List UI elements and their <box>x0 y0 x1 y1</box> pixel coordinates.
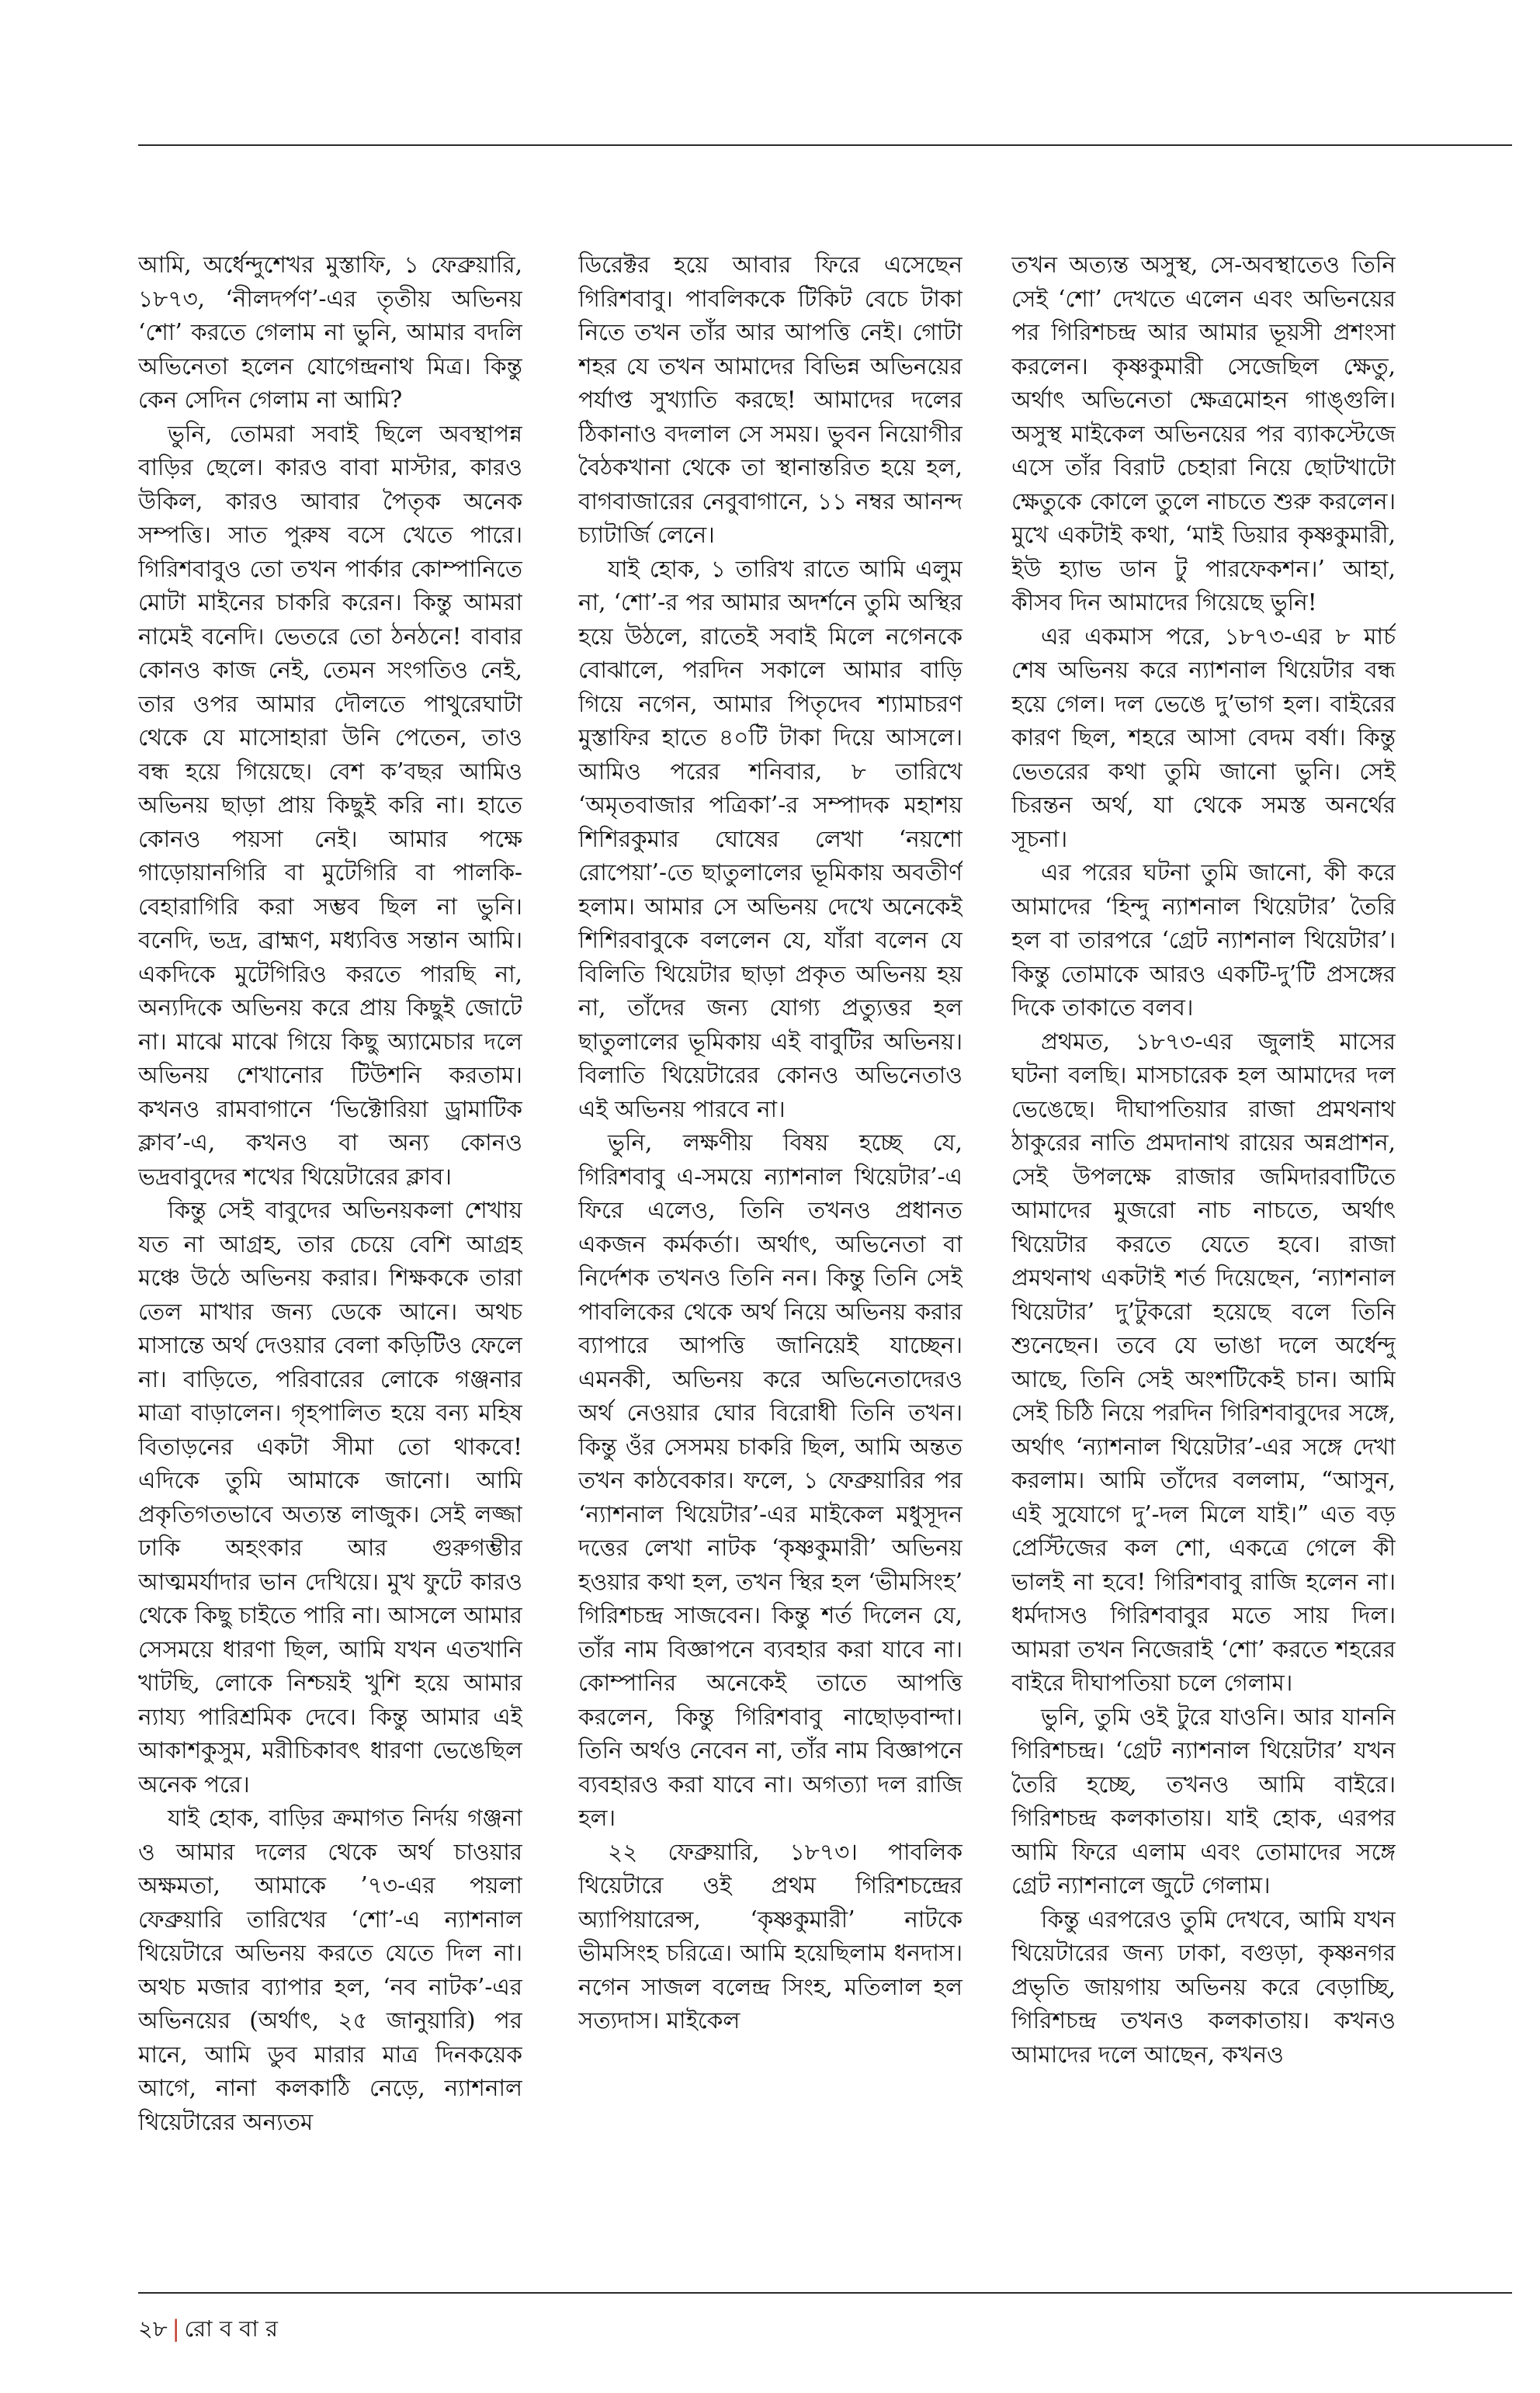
text-column-1 <box>138 248 522 2282</box>
text-column-3 <box>1011 248 1396 2282</box>
text-column-2 <box>578 248 962 2282</box>
paragraph: যাই হোক, বাড়ির ক্রমাগত নির্দয় গঞ্জনা ও আমার দলের থেকে অর্থ চাওয়ার অক্ষমতা, আমাকে ’৭৩-এর পয়লা ফেব্রুয়ারি তারিখের ‘শো’-এ ন্যাশনাল থিয়েটারে অভিনয় করতে যেতে দিল না। অথচ মজার ব্যাপার হল, ‘নব নাটক’-এর অভিনয়ের (অর্থাৎ, ২৫ জানুয়ারি) পর মানে, আমি ডুব মারার মাত্র দিনকয়েক আগে, নানা কলকাঠি নেড়ে, ন্যাশনাল থিয়েটারের অন্যতম <box>138 1805 522 2135</box>
top-rule <box>138 144 1512 146</box>
paragraph: ২২ ফেব্রুয়ারি, ১৮৭৩। পাবলিক থিয়েটারে ওই প্রথম গিরিশচন্দ্রের অ্যাপিয়ারেন্স, ‘কৃষ্ণকুমারী’ নাটকে ভীমসিংহ চরিত্রে। আমি হয়েছিলাম ধনদাস। নগেন সাজল বলেন্দ্র সিংহ, মতিলাল হল সত্যদাস। মাইকেল <box>578 1838 962 2034</box>
magazine-name: রো ব বা র <box>184 2315 278 2342</box>
paragraph: ভুনি, তোমরা সবাই ছিলে অবস্থাপন্ন বাড়ির ছেলে। কারও বাবা মাস্টার, কারও উকিল, কারও আবার পৈতৃক অনেক সম্পত্তি। সাত পুরুষ বসে খেতে পারে। গিরিশবাবুও তো তখন পার্কার কোম্পানিতে মোটা মাইনের চাকরি করেন। কিন্তু আমরা নামেই বনেদি। ভেতরে তো ঠনঠনে! বাবার কোনও কাজ নেই, তেমন সংগতিও নেই, তার ওপর আমার দৌলতে পাথুরেঘাটা থেকে যে মাসোহারা উনি পেতেন, তাও বন্ধ হয়ে গিয়েছে। বেশ ক’বছর আমিও অভিনয় ছাড়া প্রায় কিছুই করি না। হাতে কোনও পয়সা নেই। আমার পক্ষে গাড়োয়ানগিরি বা মুটেগিরি বা পালকি-বেহারাগিরি করা সম্ভব ছিল না ভুনি। বনেদি, ভদ্র, ব্রাহ্মণ, মধ্যবিত্ত সন্তান আমি। একদিকে মুটেগিরিও করতে পারছি না, অন্যদিকে অভিনয় করে প্রায় কিছুই জোটে না। মাঝে মাঝে গিয়ে কিছু অ্যামেচার দলে অভিনয় শেখানোর টিউশনি করতাম। কখনও রামবাগানে ‘ভিক্টোরিয়া ড্রামাটিক ক্লাব’-এ, কখনও বা অন্য কোনও ভদ্রবাবুদের শখের থিয়েটারের ক্লাব। <box>138 420 522 1190</box>
page-footer <box>138 2313 278 2344</box>
paragraph: কিন্তু এরপরেও তুমি দেখবে, আমি যখন থিয়েটারের জন্য ঢাকা, বগুড়া, কৃষ্ণনগর প্রভৃতি জায়গায় অভিনয় করে বেড়াচ্ছি, গিরিশচন্দ্র তখনও কলকাতায়। কখনও আমাদের দলে আছেন, কখনও <box>1011 1906 1396 2068</box>
footer-separator: | <box>172 2315 180 2342</box>
paragraph: ডিরেক্টর হয়ে আবার ফিরে এসেছেন গিরিশবাবু। পাবলিককে টিকিট বেচে টাকা নিতে তখন তাঁর আর আপত্তি নেই। গোটা শহর যে তখন আমাদের বিভিন্ন অভিনয়ের পর্যাপ্ত সুখ্যাতি করছে! আমাদের দলের ঠিকানাও বদলাল সে সময়। ভুবন নিয়োগীর বৈঠকখানা থেকে তা স্থানান্তরিত হয়ে হল, বাগবাজারের নেবুবাগানে, ১১ নম্বর আনন্দ চ্যাটার্জি লেনে। <box>578 251 962 548</box>
paragraph: আমি, অর্ধেন্দুশেখর মুস্তাফি, ১ ফেব্রুয়ারি, ১৮৭৩, ‘নীলদর্পণ’-এর তৃতীয় অভিনয় ‘শো’ করতে গেলাম না ভুনি, আমার বদলি অভিনেতা হলেন যোগেন্দ্রনাথ মিত্র। কিন্তু কেন সেদিন গেলাম না আমি? <box>138 251 522 413</box>
paragraph: এর একমাস পরে, ১৮৭৩-এর ৮ মার্চ শেষ অভিনয় করে ন্যাশনাল থিয়েটার বন্ধ হয়ে গেল। দল ভেঙে দু’ভাগ হল। বাইরের কারণ ছিল, শহরে আসা বেদম বর্ষা। কিন্তু ভেতরের কথা তুমি জানো ভুনি। সেই চিরন্তন অর্থ, যা থেকে সমস্ত অনর্থের সূচনা। <box>1011 623 1396 852</box>
paragraph: তখন অত্যন্ত অসুস্থ, সে-অবস্থাতেও তিনি সেই ‘শো’ দেখতে এলেন এবং অভিনয়ের পর গিরিশচন্দ্র আর আমার ভূয়সী প্রশংসা করলেন। কৃষ্ণকুমারী সেজেছিল ক্ষেতু, অর্থাৎ অভিনেতা ক্ষেত্রমোহন গাঙ্গুলি। অসুস্থ মাইকেল অভিনয়ের পর ব্যাকস্টেজে এসে তাঁর বিরাট চেহারা নিয়ে ছোটখাটো ক্ষেতুকে কোলে তুলে নাচতে শুরু করলেন। মুখে একটাই কথা, ‘মাই ডিয়ার কৃষ্ণকুমারী, ইউ হ্যাভ ডান টু পারফেকশন।’ আহা, কীসব দিন আমাদের গিয়েছে ভুনি! <box>1011 251 1396 616</box>
paragraph: ভুনি, লক্ষণীয় বিষয় হচ্ছে যে, গিরিশবাবু এ-সময়ে ন্যাশনাল থিয়েটার’-এ ফিরে এলেও, তিনি তখনও প্রধানত একজন কর্মকর্তা। অর্থাৎ, অভিনেতা বা নির্দেশক তখনও তিনি নন। কিন্তু তিনি সেই পাবলিকের থেকে অর্থ নিয়ে অভিনয় করার ব্যাপারে আপত্তি জানিয়েই যাচ্ছেন। এমনকী, অভিনয় করে অভিনেতাদেরও অর্থ নেওয়ার ঘোর বিরোধী তিনি তখন। কিন্তু ওঁর সেসময় চাকরি ছিল, আমি অন্তত তখন কাঠবেকার। ফলে, ১ ফেব্রুয়ারির পর ‘ন্যাশনাল থিয়েটার’-এর মাইকেল মধুসূদন দত্তের লেখা নাটক ‘কৃষ্ণকুমারী’ অভিনয় হওয়ার কথা হল, তখন স্থির হল ‘ভীমসিংহ’ গিরিশচন্দ্র সাজবেন। কিন্তু শর্ত দিলেন যে, তাঁর নাম বিজ্ঞাপনে ব্যবহার করা যাবে না। কোম্পানির অনেকেই তাতে আপত্তি করলেন, কিন্তু গিরিশবাবু নাছোড়বান্দা। তিনি অর্থও নেবেন না, তাঁর নাম বিজ্ঞাপনে ব্যবহারও করা যাবে না। অগত্যা দল রাজি হল। <box>578 1129 962 1831</box>
page-number: ২৮ <box>138 2315 168 2342</box>
bottom-rule <box>138 2292 1512 2294</box>
paragraph: এর পরের ঘটনা তুমি জানো, কী করে আমাদের ‘হিন্দু ন্যাশনাল থিয়েটার’ তৈরি হল বা তারপরে ‘গ্রেট ন্যাশনাল থিয়েটার’। কিন্তু তোমাকে আরও একটি-দু’টি প্রসঙ্গের দিকে তাকাতে বলব। <box>1011 859 1396 1021</box>
paragraph: প্রথমত, ১৮৭৩-এর জুলাই মাসের ঘটনা বলছি। মাসচারেক হল আমাদের দল ভেঙেছে। দীঘাপতিয়ার রাজা প্রমথনাথ ঠাকুরের নাতি প্রমদানাথ রায়ের অন্নপ্রাশন, সেই উপলক্ষে রাজার জমিদারবাটিতে আমাদের মুজরো নাচ নাচতে, অর্থাৎ থিয়েটার করতে যেতে হবে। রাজা প্রমথনাথ একটাই শর্ত দিয়েছেন, ‘ন্যাশনাল থিয়েটার’ দু’টুকরো হয়েছে বলে তিনি শুনেছেন। তবে যে ভাঙা দলে অর্ধেন্দু আছে, তিনি সেই অংশটিকেই চান। আমি সেই চিঠি নিয়ে পরদিন গিরিশবাবুদের সঙ্গে, অর্থাৎ ‘ন্যাশনাল থিয়েটার’-এর সঙ্গে দেখা করলাম। আমি তাঁদের বললাম, “আসুন, এই সুযোগে দু’-দল মিলে যাই।” এত বড় প্রেস্টিজের কল শো, একত্রে গেলে কী ভালই না হবে! গিরিশবাবু রাজি হলেন না। ধর্মদাসও গিরিশবাবুর মতে সায় দিল। আমরা তখন নিজেরাই ‘শো’ করতে শহরের বাইরে দীঘাপতিয়া চলে গেলাম। <box>1011 1028 1396 1696</box>
paragraph: কিন্তু সেই বাবুদের অভিনয়কলা শেখায় যত না আগ্রহ, তার চেয়ে বেশি আগ্রহ মঞ্চে উঠে অভিনয় করার। শিক্ষককে তারা তেল মাখার জন্য ডেকে আনে। অথচ মাসান্তে অর্থ দেওয়ার বেলা কড়িটিও ফেলে না। বাড়িতে, পরিবারের লোকে গঞ্জনার মাত্রা বাড়ালেন। গৃহপালিত হয়ে বন্য মহিষ বিতাড়নের একটা সীমা তো থাকবে! এদিকে তুমি আমাকে জানো। আমি প্রকৃতিগতভাবে অত্যন্ত লাজুক। সেই লজ্জা ঢাকি অহংকার আর গুরুগম্ভীর আত্মমর্যাদার ভান দেখিয়ে। মুখ ফুটে কারও থেকে কিছু চাইতে পারি না। আসলে আমার সেসময়ে ধারণা ছিল, আমি যখন এতখানি খাটছি, লোকে নিশ্চয়ই খুশি হয়ে আমার ন্যায্য পারিশ্রমিক দেবে। কিন্তু আমার এই আকাশকুসুম, মরীচিকাবৎ ধারণা ভেঙেছিল অনেক পরে। <box>138 1197 522 1798</box>
paragraph: যাই হোক, ১ তারিখ রাতে আমি এলুম না, ‘শো’-র পর আমার অদর্শনে তুমি অস্থির হয়ে উঠলে, রাতেই সবাই মিলে নগেনকে বোঝালে, পরদিন সকালে আমার বাড়ি গিয়ে নগেন, আমার পিতৃদেব শ্যামাচরণ মুস্তাফির হাতে ৪০টি টাকা দিয়ে আসলে। আমিও পরের শনিবার, ৮ তারিখে ‘অমৃতবাজার পত্রিকা’-র সম্পাদক মহাশয় শিশিরকুমার ঘোষের লেখা ‘নয়শো রোপেয়া’-তে ছাতুলালের ভূমিকায় অবতীর্ণ হলাম। আমার সে অভিনয় দেখে অনেকেই শিশিরবাবুকে বললেন যে, যাঁরা বলেন যে বিলিতি থিয়েটার ছাড়া প্রকৃত অভিনয় হয় না, তাঁদের জন্য যোগ্য প্রত্যুত্তর হল ছাতুলালের ভূমিকায় এই বাবুটির অভিনয়। বিলাতি থিয়েটারের কোনও অভিনেতাও এই অভিনয় পারবে না। <box>578 555 962 1122</box>
paragraph: ভুনি, তুমি ওই টুরে যাওনি। আর যাননি গিরিশচন্দ্র। ‘গ্রেট ন্যাশনাল থিয়েটার’ যখন তৈরি হচ্ছে, তখনও আমি বাইরে। গিরিশচন্দ্র কলকাতায়। যাই হোক, এরপর আমি ফিরে এলাম এবং তোমাদের সঙ্গে গ্রেট ন্যাশনালে জুটে গেলাম। <box>1011 1703 1396 1899</box>
